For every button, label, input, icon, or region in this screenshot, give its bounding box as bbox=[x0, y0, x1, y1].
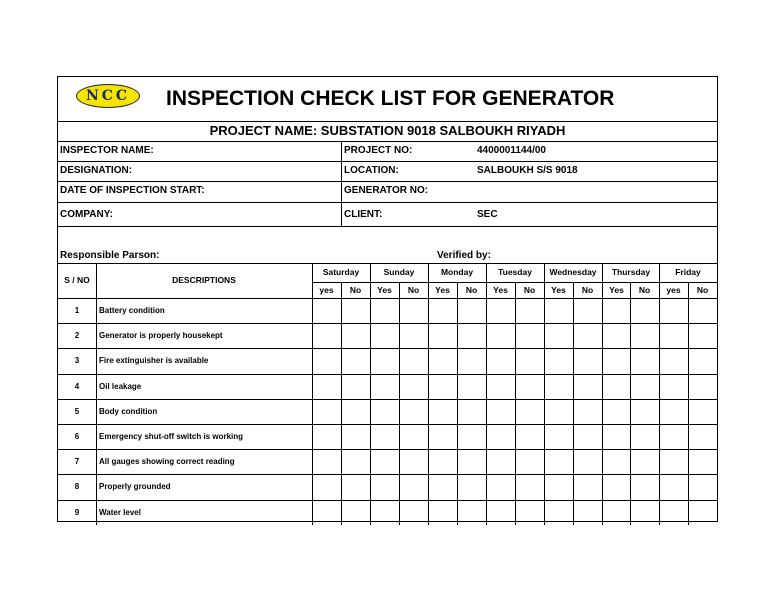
yes-header: yes bbox=[666, 285, 681, 295]
row-number: 5 bbox=[74, 406, 80, 416]
divider bbox=[370, 263, 371, 525]
row-number: 3 bbox=[74, 356, 80, 366]
row-description: Generator is properly housekept bbox=[99, 331, 223, 341]
day-header: Tuesday bbox=[498, 267, 532, 277]
no-header: No bbox=[407, 285, 420, 295]
company-label: COMPANY: bbox=[60, 209, 113, 220]
divider bbox=[341, 141, 342, 226]
divider bbox=[96, 263, 97, 525]
divider bbox=[58, 298, 717, 299]
yes-header: Yes bbox=[609, 285, 624, 295]
divider bbox=[573, 282, 574, 525]
row-description: Emergency shut-off switch is working bbox=[99, 432, 244, 441]
project-no-value: 4400001144/00 bbox=[477, 145, 546, 156]
location-label: LOCATION: bbox=[344, 165, 399, 176]
divider bbox=[341, 282, 342, 525]
no-header: No bbox=[349, 285, 362, 295]
divider bbox=[602, 263, 603, 525]
divider bbox=[630, 282, 631, 525]
divider bbox=[58, 323, 717, 324]
inspection-date-label: DATE OF INSPECTION START: bbox=[60, 185, 205, 196]
row-description: Properly grounded bbox=[99, 482, 171, 492]
designation-label: DESIGNATION: bbox=[60, 165, 133, 176]
divider bbox=[544, 263, 545, 525]
divider bbox=[58, 399, 717, 400]
divider bbox=[58, 474, 717, 475]
divider bbox=[312, 263, 313, 525]
divider bbox=[58, 449, 717, 450]
no-header: No bbox=[465, 285, 478, 295]
divider bbox=[58, 348, 717, 349]
divider bbox=[58, 141, 717, 142]
row-number: 4 bbox=[74, 381, 80, 391]
divider bbox=[58, 161, 717, 162]
divider bbox=[428, 263, 429, 525]
ncc-logo bbox=[76, 84, 140, 108]
no-header: No bbox=[696, 285, 709, 295]
row-number: 7 bbox=[74, 457, 80, 467]
divider bbox=[58, 121, 717, 122]
client-label: CLIENT: bbox=[344, 209, 383, 220]
divider bbox=[58, 226, 717, 227]
divider bbox=[659, 263, 660, 525]
yes-header: Yes bbox=[493, 285, 508, 295]
divider bbox=[58, 263, 717, 264]
day-header: Sunday bbox=[383, 267, 415, 277]
verified-by-label: Verified by: bbox=[437, 250, 491, 261]
yes-header: Yes bbox=[551, 285, 566, 295]
checklist-sheet bbox=[57, 76, 718, 522]
row-number: 9 bbox=[74, 507, 80, 517]
row-number: 2 bbox=[74, 331, 80, 341]
location-value: SALBOUKH S/S 9018 bbox=[477, 165, 578, 176]
row-description: Body condition bbox=[99, 406, 158, 416]
row-number: 6 bbox=[74, 432, 80, 441]
descriptions-header: DESCRIPTIONS bbox=[172, 275, 236, 285]
day-header: Thursday bbox=[611, 267, 651, 277]
row-description: Oil leakage bbox=[99, 381, 142, 391]
row-description: Battery condition bbox=[99, 306, 165, 315]
divider bbox=[688, 282, 689, 525]
row-description: All gauges showing correct reading bbox=[99, 457, 235, 467]
divider bbox=[58, 424, 717, 425]
inspector-name-label: INSPECTOR NAME: bbox=[60, 145, 154, 156]
divider bbox=[58, 181, 717, 182]
day-header: Wednesday bbox=[549, 267, 597, 277]
divider bbox=[58, 374, 717, 375]
page-title: INSPECTION CHECK LIST FOR GENERATOR bbox=[166, 87, 615, 110]
row-description: Fire extinguisher is available bbox=[99, 356, 209, 366]
row-description: Water level bbox=[99, 507, 141, 517]
divider bbox=[486, 263, 487, 525]
no-header: No bbox=[523, 285, 536, 295]
project-title: PROJECT NAME: SUBSTATION 9018 SALBOUKH RIYADH bbox=[209, 123, 566, 138]
client-value: SEC bbox=[477, 209, 498, 220]
generator-no-label: GENERATOR NO: bbox=[344, 185, 429, 196]
row-number: 1 bbox=[74, 306, 80, 315]
divider bbox=[58, 202, 717, 203]
yes-header: Yes bbox=[435, 285, 450, 295]
no-header: No bbox=[581, 285, 594, 295]
divider bbox=[399, 282, 400, 525]
row-number: 8 bbox=[74, 482, 80, 492]
divider bbox=[58, 500, 717, 501]
day-header: Friday bbox=[675, 267, 701, 277]
day-header: Saturday bbox=[322, 267, 360, 277]
yes-header: yes bbox=[319, 285, 334, 295]
logo-text: NCC bbox=[85, 88, 131, 104]
no-header: No bbox=[638, 285, 651, 295]
responsible-person-label: Responsible Parson: bbox=[60, 250, 160, 261]
yes-header: Yes bbox=[377, 285, 392, 295]
sno-header: S / NO bbox=[64, 275, 90, 285]
divider bbox=[457, 282, 458, 525]
project-no-label: PROJECT NO: bbox=[344, 145, 413, 156]
day-header: Monday bbox=[440, 267, 474, 277]
divider bbox=[515, 282, 516, 525]
